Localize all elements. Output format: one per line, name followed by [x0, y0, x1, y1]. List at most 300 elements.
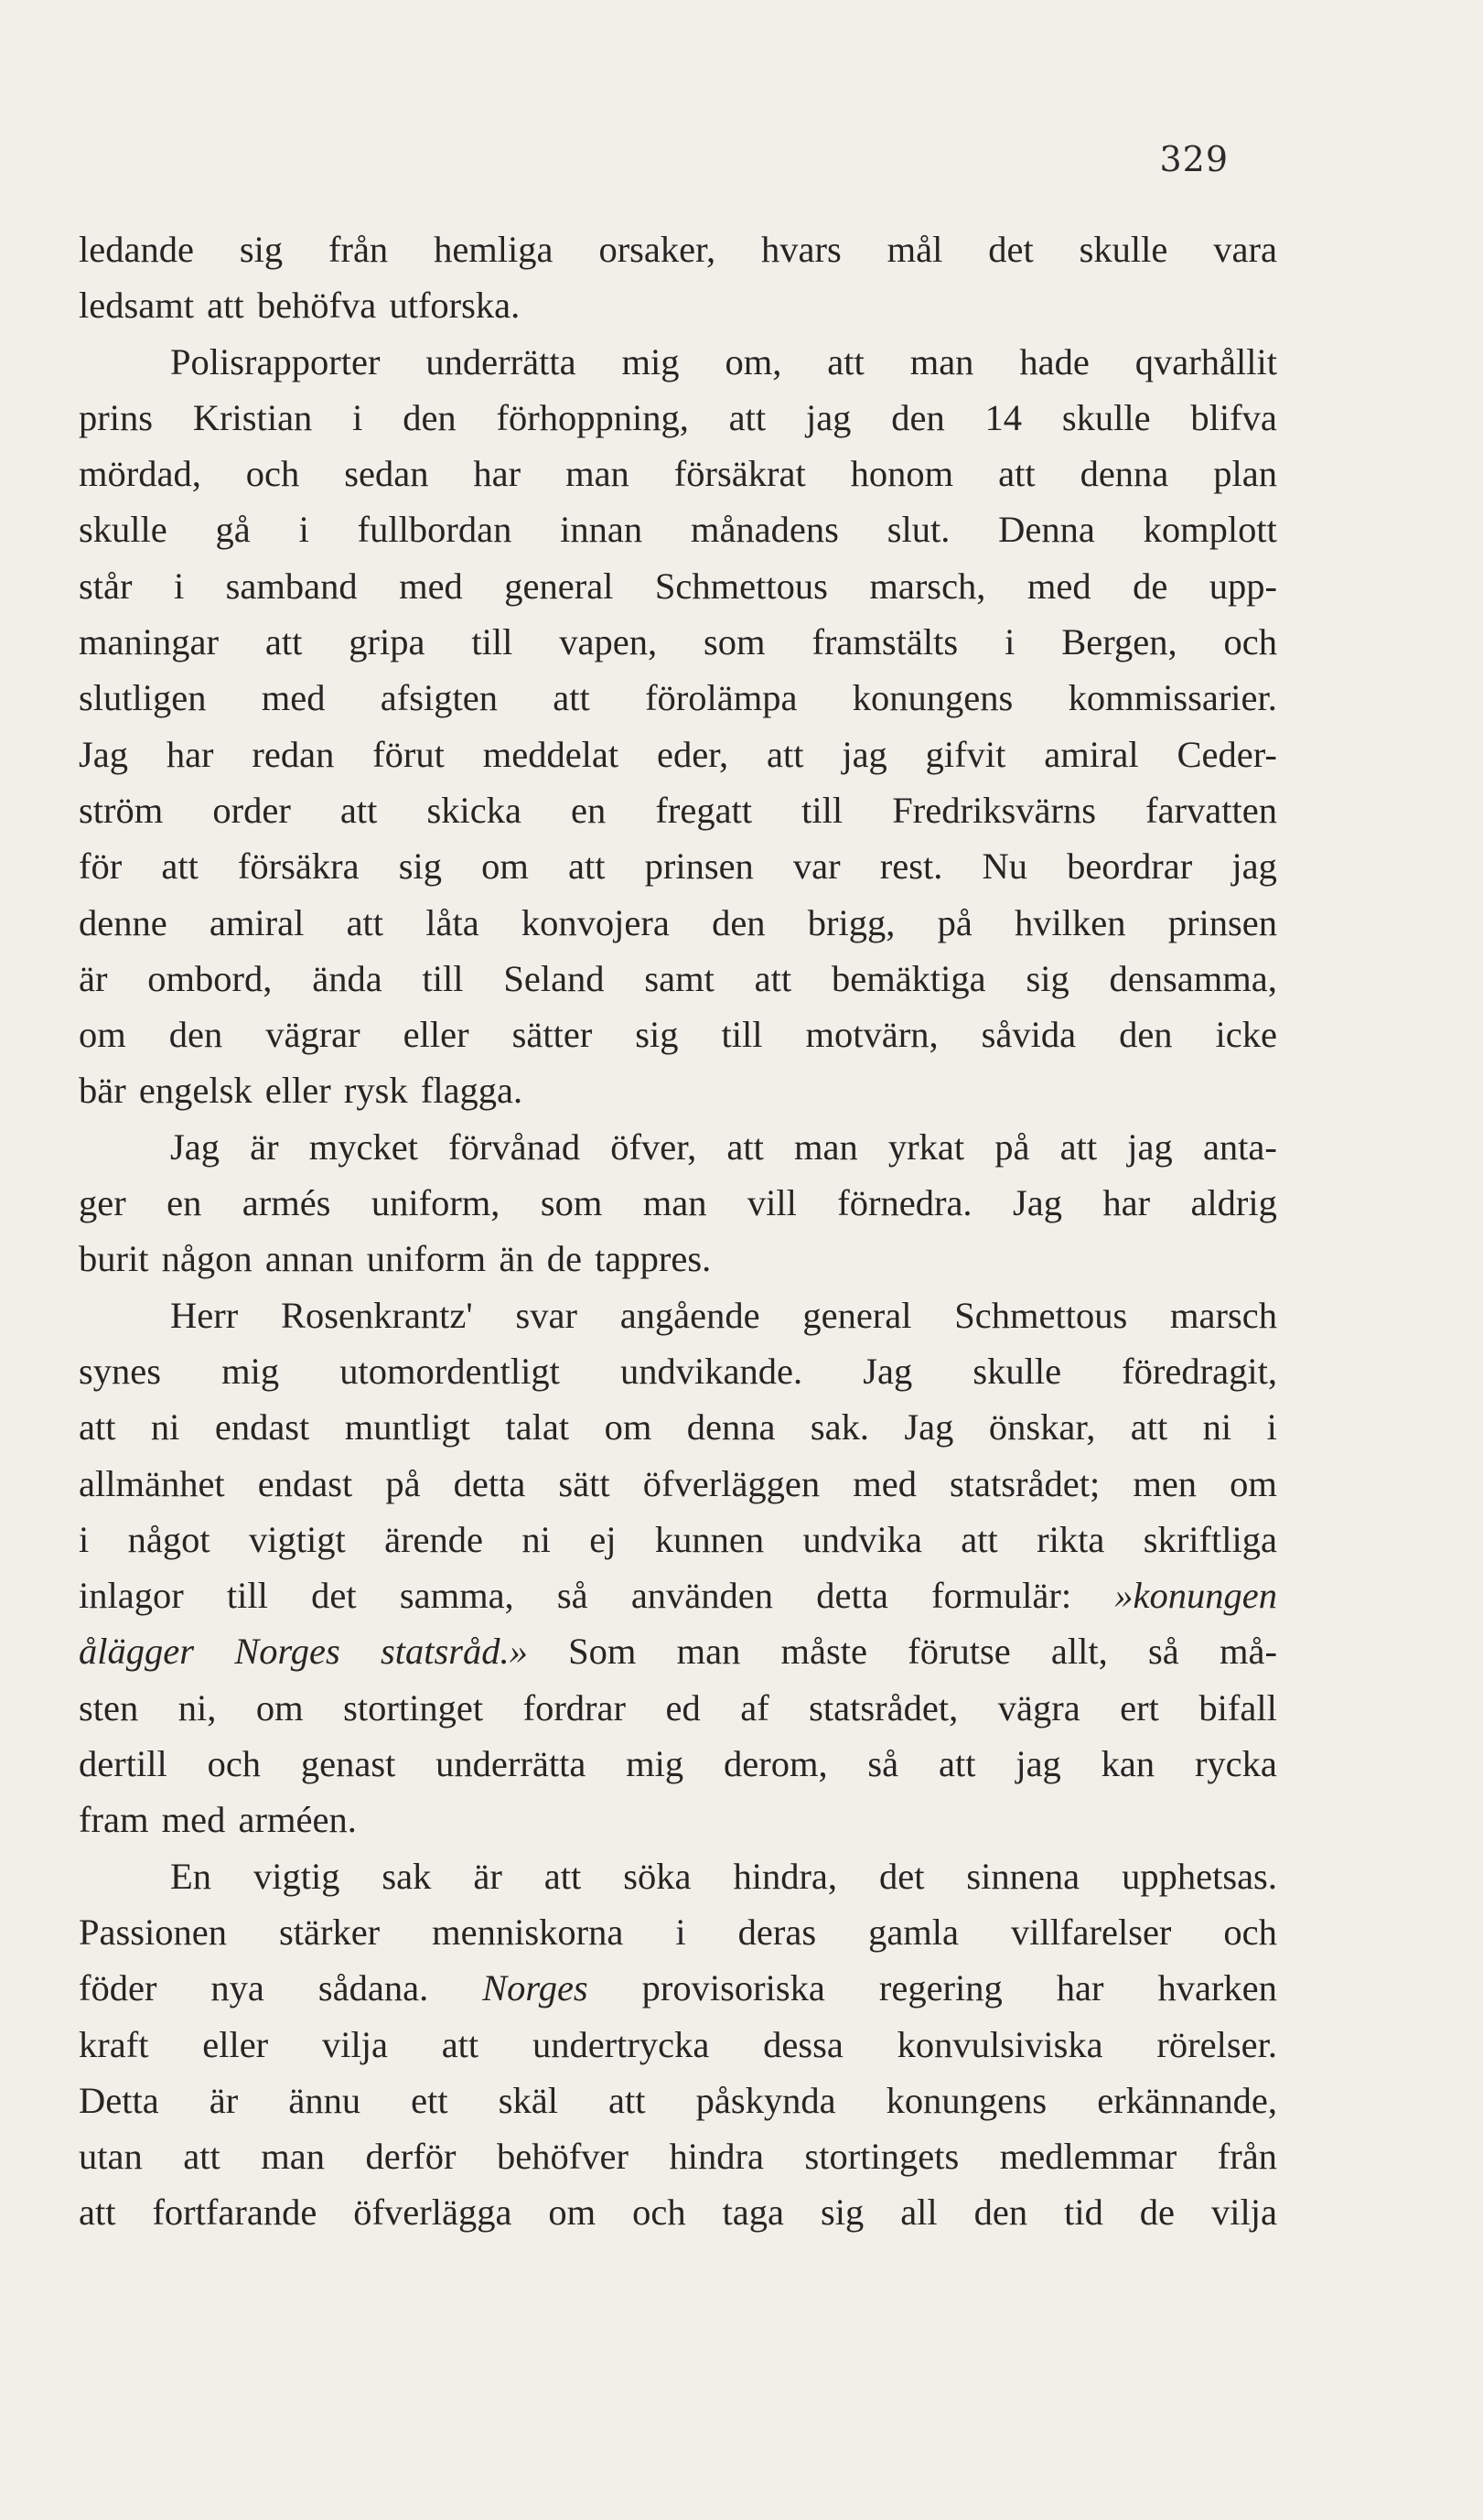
word: ålägger [79, 1631, 194, 1673]
word: med [261, 677, 326, 719]
word: beordrar [1067, 845, 1193, 888]
word: Kristian [192, 396, 313, 438]
text-line [79, 1623, 1277, 1679]
word: samma, [399, 1575, 514, 1617]
word: slut. [887, 509, 951, 551]
word: prinsen [644, 845, 754, 888]
word: endast [257, 1462, 353, 1504]
word: Norges [234, 1631, 340, 1673]
word: må- [1219, 1631, 1277, 1673]
word: svar [515, 1294, 577, 1336]
word: sådana. [317, 1967, 429, 2009]
word: rikta [1037, 1518, 1105, 1560]
word: ert [1120, 1686, 1159, 1728]
word: den [712, 901, 766, 943]
word: att [183, 2136, 220, 2178]
word: försäkra [237, 845, 360, 888]
word: påskynda [695, 2079, 836, 2121]
word: att [79, 2192, 116, 2234]
word: mig [621, 340, 680, 382]
word: deras [737, 1911, 817, 1953]
text-line [79, 895, 1277, 951]
word: om [1230, 1462, 1277, 1504]
word: provisoriska [641, 1967, 825, 2009]
word: Rosenkrantz' [280, 1294, 473, 1336]
word: stortinget [343, 1686, 484, 1728]
word: endast [214, 1406, 310, 1448]
word: bär [79, 1070, 126, 1112]
word: utan [79, 2136, 143, 2178]
word: att [939, 1743, 976, 1785]
word: jag [1016, 1743, 1061, 1785]
word: gifvit [925, 733, 1006, 775]
word: genast [300, 1743, 396, 1785]
word: Bergen, [1061, 621, 1177, 663]
word: Polisrapporter [170, 340, 381, 382]
word: att [728, 396, 767, 438]
word: stärker [278, 1911, 381, 1953]
word: uniform, [371, 1182, 500, 1224]
word: motvärn, [805, 1014, 939, 1056]
word: sig [239, 229, 284, 270]
word: afsigten [380, 677, 499, 719]
word: är [250, 1125, 279, 1168]
word: 14 [984, 396, 1023, 438]
word: en [167, 1182, 202, 1224]
word: allt, [1050, 1631, 1108, 1673]
word: synes [79, 1350, 161, 1392]
word: jag [1127, 1125, 1173, 1168]
word: är [209, 2079, 239, 2121]
word: fullbordan [357, 509, 512, 551]
word: någon [161, 1238, 253, 1280]
text-line [79, 1567, 1277, 1623]
word: ger [79, 1182, 126, 1224]
text-line [79, 727, 1277, 782]
word: men [1133, 1462, 1198, 1504]
word: att [79, 1406, 116, 1448]
text-line [79, 558, 1277, 614]
word: erkännande, [1097, 2079, 1277, 2121]
word: vapen, [559, 621, 658, 663]
text-line [79, 1792, 1277, 1847]
word: skulle [1061, 396, 1151, 438]
word: denne [79, 901, 167, 943]
word: den [403, 396, 457, 438]
word: samband [225, 565, 358, 607]
word: föredragit, [1122, 1350, 1277, 1392]
word: mål [887, 229, 943, 270]
word: från [328, 229, 389, 270]
word: burit [79, 1238, 149, 1280]
text-line [79, 1399, 1277, 1455]
text-line [79, 334, 1277, 390]
word: sig [398, 845, 442, 888]
word: fram [79, 1799, 149, 1841]
word: att [339, 789, 378, 831]
word: mig [626, 1743, 684, 1785]
word: derför [365, 2136, 457, 2178]
word: general [802, 1294, 912, 1336]
word: jag [805, 396, 852, 438]
word: sak. [810, 1406, 869, 1448]
word: tappres. [595, 1238, 712, 1280]
word: att [726, 1125, 764, 1168]
word: kraft [79, 2023, 149, 2065]
word: fregatt [655, 789, 753, 831]
word: och [245, 453, 300, 495]
word: Jag [863, 1350, 913, 1392]
word: Jag [79, 733, 128, 775]
text-line [79, 1904, 1277, 1960]
word: på [385, 1462, 421, 1504]
text-line [79, 951, 1277, 1007]
word: ni [521, 1518, 551, 1560]
word: det [878, 1855, 925, 1897]
word: skulle [973, 1350, 1062, 1392]
text-line [79, 1680, 1277, 1736]
word: det [311, 1575, 357, 1617]
word: kommissarier. [1068, 677, 1277, 719]
word: slutligen [79, 677, 207, 719]
word: till [422, 957, 464, 999]
word: rysk [343, 1070, 408, 1112]
word: att [827, 340, 865, 382]
word: att [543, 1855, 582, 1897]
word: ej [589, 1518, 617, 1560]
word: om, [725, 340, 782, 382]
word: qvarhållit [1134, 340, 1277, 382]
text-line [79, 1175, 1277, 1231]
text-line [79, 1736, 1277, 1792]
word: vara [1213, 229, 1277, 270]
text-line [79, 1287, 1277, 1343]
word: den [891, 396, 945, 438]
word: Herr [170, 1294, 239, 1336]
word: skriftliga [1143, 1518, 1277, 1560]
word: sten [79, 1686, 139, 1728]
word: att [754, 957, 792, 999]
word: Jag [904, 1406, 954, 1448]
word: öfverlägga [353, 2192, 512, 2234]
word: de [1133, 565, 1168, 607]
word: skicka [426, 789, 521, 831]
word: månadens [690, 509, 839, 551]
word: angående [619, 1294, 760, 1336]
word: att [161, 845, 199, 888]
word: detta [816, 1575, 888, 1617]
word: denna [1080, 453, 1169, 495]
word: bifall [1198, 1686, 1277, 1728]
word: densamma, [1109, 957, 1277, 999]
word: skulle [1079, 229, 1168, 270]
word: plan [1213, 453, 1277, 495]
word: ombord, [147, 957, 273, 999]
word: eller [403, 1014, 469, 1056]
word: taga [722, 2192, 785, 2234]
word: vägrar [265, 1014, 360, 1056]
word: de [1139, 2192, 1176, 2234]
word: med [1026, 565, 1091, 607]
word: föder [79, 1967, 157, 2009]
word: Seland [503, 957, 605, 999]
word: om [481, 845, 529, 888]
word: jag [1231, 845, 1277, 888]
word: Jag [1012, 1182, 1062, 1224]
word: ärende [384, 1518, 484, 1560]
word: att [998, 453, 1036, 495]
word: statsrådet; [950, 1462, 1101, 1504]
word: utforska. [389, 285, 521, 327]
text-line [79, 1848, 1277, 1904]
word: sak [381, 1855, 432, 1897]
word: muntligt [344, 1406, 470, 1448]
word: engelsk [138, 1070, 253, 1112]
word: behöfva [256, 285, 377, 327]
word: framstälts [811, 621, 959, 663]
word: vägra [997, 1686, 1080, 1728]
word: den [1119, 1014, 1173, 1056]
word: och [207, 1743, 262, 1785]
word: sig [635, 1014, 679, 1056]
word: talat [505, 1406, 570, 1448]
word: yrkat [887, 1125, 965, 1168]
word: prins [79, 396, 153, 438]
word: Passionen [79, 1911, 227, 1953]
word: inlagor [79, 1575, 184, 1617]
word: hade [1019, 340, 1090, 382]
word: dessa [763, 2023, 844, 2065]
word: Denna [998, 509, 1095, 551]
text-line [79, 2017, 1277, 2073]
word: prinsen [1167, 901, 1277, 943]
text-line [79, 1456, 1277, 1512]
word: fordrar [522, 1686, 627, 1728]
word: till [801, 789, 844, 831]
word: är [79, 957, 108, 999]
word: utomordentligt [339, 1350, 560, 1392]
word: ni, [177, 1686, 217, 1728]
word: tid [1064, 2192, 1103, 2234]
word: med [161, 1799, 226, 1841]
word: gripa [349, 621, 425, 663]
word: Jag [170, 1125, 220, 1168]
word: general [504, 565, 614, 607]
word: så [1148, 1631, 1179, 1673]
word: att [961, 1518, 998, 1560]
word: öfverläggen [642, 1462, 821, 1504]
word: regering [878, 1967, 1003, 2009]
word: menniskorna [432, 1911, 624, 1953]
word: Fredriksvärns [892, 789, 1096, 831]
word: mycket [308, 1125, 418, 1168]
word: honom [850, 453, 954, 495]
word: mig [221, 1350, 280, 1392]
word: att [346, 901, 384, 943]
word: amiral [1044, 733, 1139, 775]
word: det [988, 229, 1034, 270]
word: mördad, [79, 453, 201, 495]
word: ed [665, 1686, 701, 1728]
word: låta [425, 901, 479, 943]
word: Nu [982, 845, 1027, 888]
word: vill [747, 1182, 797, 1224]
word: såvida [981, 1014, 1077, 1056]
word: medlemmar [999, 2136, 1177, 2178]
word: att [264, 621, 303, 663]
word: i [1005, 621, 1016, 663]
word: var [792, 845, 841, 888]
word: arméen. [238, 1799, 357, 1841]
word: uniform [366, 1238, 487, 1280]
word: ni [150, 1406, 180, 1448]
word: eder, [656, 733, 729, 775]
word: förnedra. [837, 1182, 973, 1224]
word: konungens [886, 2079, 1048, 2121]
word: och [1223, 1911, 1277, 1953]
word: sätter [511, 1014, 593, 1056]
word: Detta [79, 2079, 159, 2121]
word: skulle [79, 509, 167, 551]
word: skäl [498, 2079, 558, 2121]
word: man [676, 1631, 741, 1673]
word: till [721, 1014, 763, 1056]
page-number: 329 [1159, 139, 1229, 179]
word: gå [215, 509, 251, 551]
word: upphetsas. [1122, 1855, 1277, 1897]
word: som [704, 621, 766, 663]
word: Ceder- [1177, 733, 1277, 775]
word: derom, [724, 1743, 828, 1785]
word: brigg, [807, 901, 896, 943]
word: med [399, 565, 463, 607]
word: anta- [1202, 1125, 1277, 1168]
word: blifva [1190, 396, 1277, 438]
word: i [79, 1518, 90, 1560]
word: att [553, 677, 590, 719]
word: så [867, 1743, 899, 1785]
word: rörelser. [1156, 2023, 1277, 2065]
word: något [127, 1518, 210, 1560]
word: bemäktiga [831, 957, 986, 999]
word: allmänhet [79, 1462, 225, 1504]
word: vigtig [253, 1855, 340, 1897]
word: man [794, 1125, 858, 1168]
word: och [1223, 621, 1277, 663]
word: samt [644, 957, 715, 999]
word: söka [623, 1855, 692, 1897]
word: konvojera [521, 901, 670, 943]
text-line [79, 446, 1277, 501]
word: icke [1215, 1014, 1277, 1056]
word: har [166, 733, 214, 775]
word: de [546, 1238, 582, 1280]
word: ännu [288, 2079, 361, 2121]
word: denna [686, 1406, 776, 1448]
word: flagga. [420, 1070, 523, 1112]
word: all [900, 2192, 938, 2234]
word: förvånad [448, 1125, 581, 1168]
word: om [548, 2192, 596, 2234]
word: aldrig [1190, 1182, 1277, 1224]
word: den [168, 1014, 223, 1056]
word: ledsamt [79, 285, 194, 327]
word: förhoppning, [496, 396, 689, 438]
word: Norges [482, 1967, 588, 2009]
text-line [79, 1960, 1277, 2016]
text-line [79, 501, 1277, 557]
text-line [79, 614, 1277, 670]
word: sig [1026, 957, 1069, 999]
word: jag [842, 733, 887, 775]
word: eller [202, 2023, 269, 2065]
word: sätt [558, 1462, 610, 1504]
word: Schmettous [654, 565, 828, 607]
word: till [226, 1575, 268, 1617]
word: är [473, 1855, 502, 1897]
text-line [79, 670, 1277, 726]
word: har [473, 453, 521, 495]
text-line [79, 1231, 1277, 1287]
word: redan [252, 733, 335, 775]
word: att [1130, 1406, 1168, 1448]
word: statsråd.» [380, 1631, 528, 1673]
text-line [79, 838, 1277, 894]
word: öfver, [610, 1125, 697, 1168]
word: man [261, 2136, 326, 2178]
word: som [540, 1182, 603, 1224]
word: kan [1101, 1743, 1155, 1785]
word: statsrådet, [809, 1686, 959, 1728]
word: i [298, 509, 309, 551]
word: än [499, 1238, 534, 1280]
word: order [212, 789, 291, 831]
word: En [170, 1855, 211, 1897]
text-line [79, 1007, 1277, 1062]
word: gamla [868, 1911, 960, 1953]
word: detta [453, 1462, 526, 1504]
text-line [79, 1512, 1277, 1567]
word: komplott [1143, 509, 1277, 551]
word: förolämpa [645, 677, 798, 719]
word: man [909, 340, 974, 382]
word: behöfver [497, 2136, 629, 2178]
word: om [79, 1014, 126, 1056]
word: har [1102, 1182, 1151, 1224]
word: rycka [1194, 1743, 1277, 1785]
word: till [471, 621, 513, 663]
text-line [79, 1119, 1277, 1175]
word: upp- [1209, 565, 1277, 607]
word: stortingets [804, 2136, 960, 2178]
word: för [79, 845, 123, 888]
word: dertill [79, 1743, 167, 1785]
word: farvatten [1145, 789, 1277, 831]
text-line [79, 1343, 1277, 1399]
word: vilja [321, 2023, 388, 2065]
word: hvarken [1157, 1967, 1277, 2009]
word: i [173, 565, 185, 607]
word: »konungen [1114, 1575, 1277, 1617]
word: meddelat [482, 733, 619, 775]
word: med [853, 1462, 917, 1504]
text-line [79, 782, 1277, 838]
word: rest. [879, 845, 943, 888]
word: från [1217, 2136, 1277, 2178]
body-text [79, 221, 1277, 2241]
word: man [565, 453, 629, 495]
word: ström [79, 789, 164, 831]
